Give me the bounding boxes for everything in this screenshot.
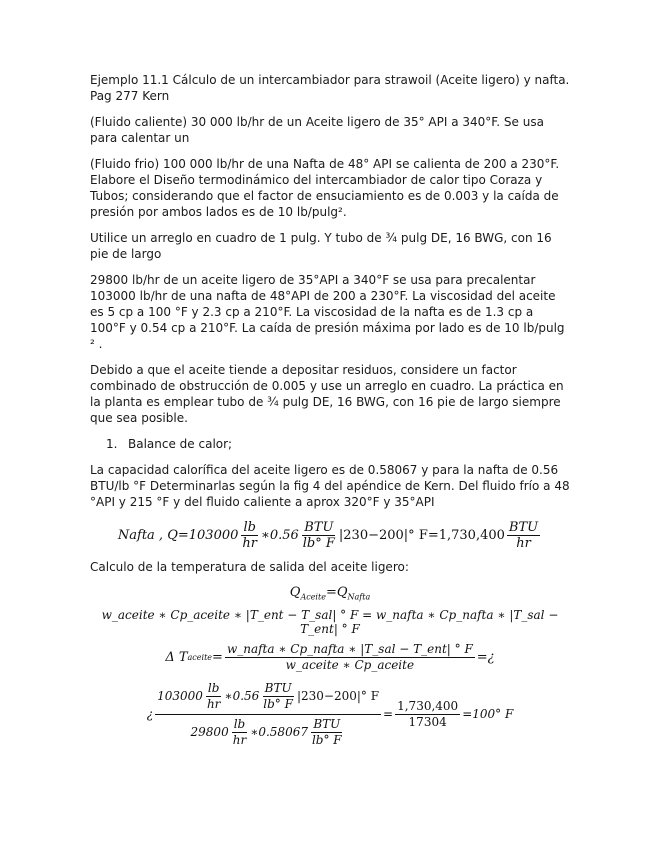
frac-den: w_aceite ∗ Cp_aceite [285,657,415,672]
paragraph-cold-fluid: (Fluido frio) 100 000 lb/hr de una Nafta de 48° API se calienta de 200 a 230°F. Elabore el Diseño termodinámico del intercambiador de calor tipo Coraza y Tubos; considerando que el factor de ensuciamiento es de 0.003 y la caída de presión por ambos lados es de 10 lb/pulg². [90,157,560,219]
list-number: 1. [106,437,118,451]
frac-num: BTU [313,716,341,731]
den-a: 29800 [190,724,229,739]
equation-nafta-q [90,520,570,551]
fraction-delta-t [225,642,475,673]
paragraph-title: Ejemplo 11.1 Cálculo de un intercambiador para strawoil (Aceite ligero) y nafta. Pag 277 Kern [90,73,570,103]
frac-den: hr [206,696,221,711]
fraction-btu-lbf [301,520,337,551]
eq2-sub-nafta: Nafta [347,592,371,602]
frac-den: hr [232,732,247,747]
numbered-list [90,436,570,452]
frac-den: hr [516,536,531,551]
eq5-result: =100° F [462,707,514,722]
list-item-text: Balance de calor; [128,437,233,451]
paragraph-hot-fluid: (Fluido caliente) 30 000 lb/hr de un Aceite ligero de 35° API a 340°F. Se usa para calentar un [90,115,544,145]
eq1-rest: |230−200|° F=1,730,400 [338,528,505,543]
frac-den: lb° F [302,536,335,551]
fraction-result [395,699,460,730]
eq5-equals: = [383,707,394,722]
eq1-lhs: Nafta , Q=103000 [117,528,239,543]
equation-result [90,681,570,748]
paragraph-heat-capacity: La capacidad calorífica del aceite ligero es de 0.58067 y para la nafta de 0.56 BTU/lb °F Determinarlas según la fig 4 del apéndice de Kern. Del fluido frío a 48 °API y 215 °F y del fluido caliente a aprox 320°F y 35°API [90,463,570,509]
eq4-sub: aceite [187,652,213,662]
eq2-equals-q: =Q [325,585,348,600]
num-a: 103000 [157,688,203,703]
fraction-btu-hr [507,520,540,551]
paragraph-arrangement: Utilice un arreglo en cuadro de 1 pulg. Y tubo de ¾ pulg DE, 16 BWG, con 16 pie de largo [90,231,552,261]
fraction-btu-lbf [261,681,295,712]
frac-num: 1,730,400 [397,698,459,713]
main-numerator [155,681,381,715]
eq5-lead: ¿ [146,707,154,722]
frac-num: w_nafta ∗ Cp_nafta ∗ |T_sal − T_ent| ° F [226,641,473,656]
num-c: |230−200|° F [296,688,380,703]
equation-energy-balance: w_aceite ∗ Cp_aceite ∗ |T_ent − T_sal| ° F = w_nafta ∗ Cp_nafta ∗ |T_sal − T_ent| ° F [101,607,559,636]
frac-num: lb [243,520,256,535]
frac-den: 17304 [408,714,447,729]
frac-num: BTU [508,520,539,535]
eq2-sub-aceite: Aceite [300,592,326,602]
equation-delta-t: Δ T aceite = $\frac{\text{w\_nafta ∗ Cp\_nafta ∗ |T\_sal − T\_ent| ° F}}{\text{w\_aceite ∗ Cp\_aceite}}$ =¿ [165,641,495,672]
equation-q-balance [90,585,570,602]
paragraph-viscosity: 29800 lb/hr de un aceite ligero de 35°API a 340°F se usa para precalentar 103000 lb/hr de una nafta de 48°API de 200 a 230°F. La viscosidad del aceite es 5 cp a 100 °F y 2.3 cp a 210°F. La viscosidad de la nafta es de 1.3 cp a 100°F y 0.54 cp a 210°F. La caída de presión máxima por lado es de 10 lb/pulg ² . [90,273,565,351]
frac-num: lb [207,680,220,695]
frac-num: BTU [264,680,292,695]
eq1-mult: ∗0.56 [260,528,299,543]
eq2-q: Q [289,585,301,600]
frac-den: hr [242,536,257,551]
eq4-tail: =¿ [476,649,495,665]
paragraph-outlet-temp: Calculo de la temperatura de salida del aceite ligero: [90,560,409,574]
frac-den: lb° F [311,732,342,747]
num-b: ∗0.56 [224,688,260,703]
frac-den: lb° F [263,696,293,711]
fraction-btu-lbf [310,717,344,748]
fraction-lb-hr [231,717,248,748]
den-b: ∗0.58067 [250,724,308,739]
paragraph-fouling: Debido a que el aceite tiende a depositar residuos, considere un factor combinado de obstrucción de 0.005 y use un arreglo en cuadro. La práctica en la planta es emplear tubo de ¾ pulg DE, 16 BWG, con 16 pie de largo siempre que sea posible. [90,363,564,425]
frac-num: lb [233,716,246,731]
fraction-lb-hr [205,681,222,712]
fraction-lb-hr [240,520,259,551]
eq4-delta: Δ T [165,649,188,665]
document-page [90,72,570,748]
main-denominator [189,715,348,748]
fraction-main [155,681,381,748]
frac-num: BTU [304,520,334,535]
